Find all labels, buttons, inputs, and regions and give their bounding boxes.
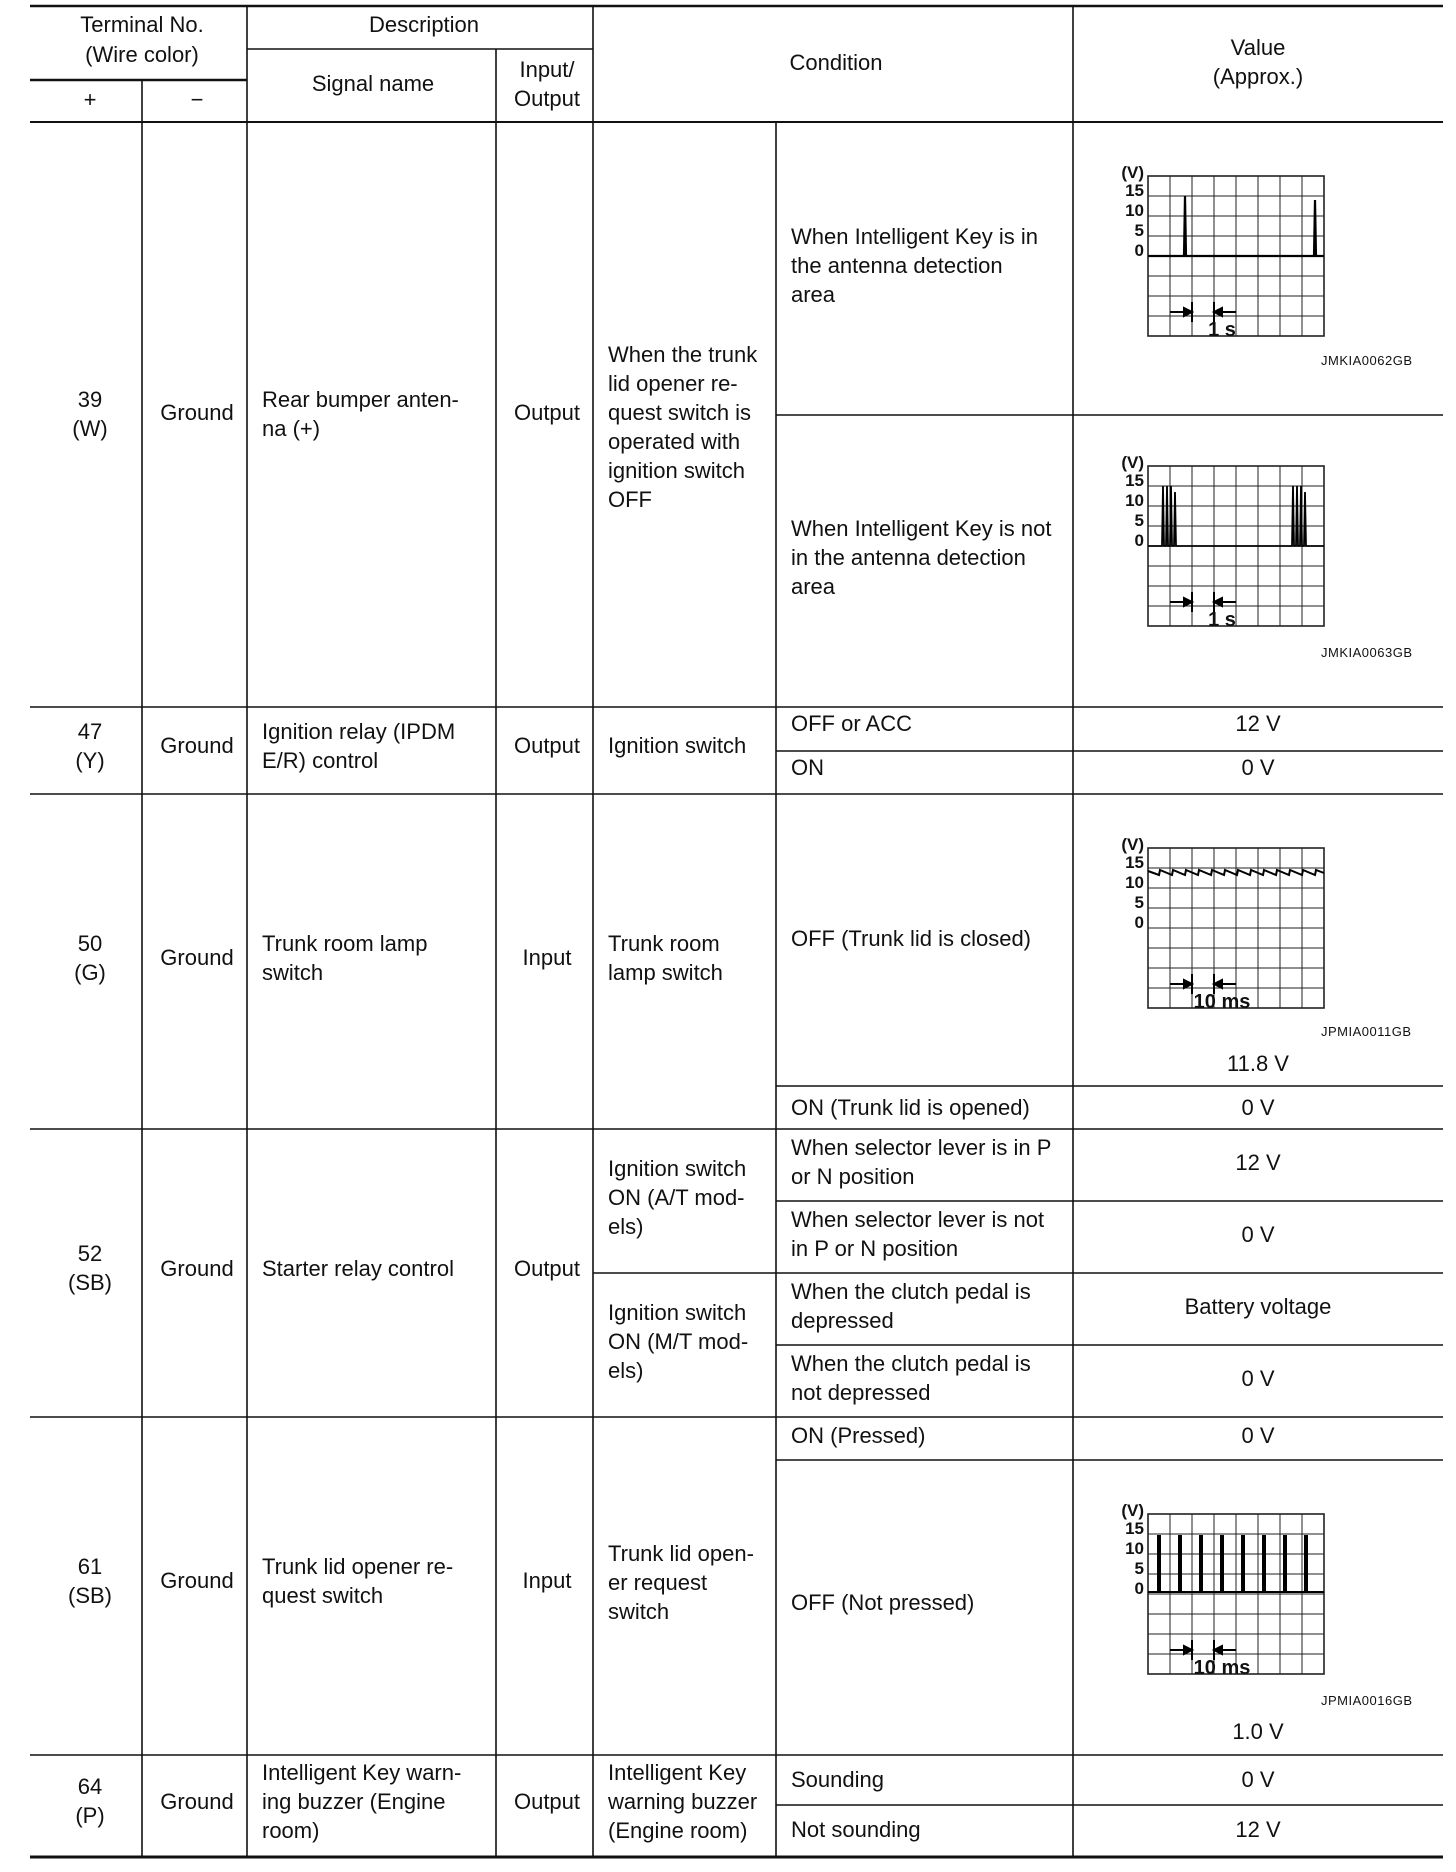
header-output: Output xyxy=(513,86,581,111)
value-text: 0 V xyxy=(1241,1095,1275,1120)
sub-condition-line: ON (Pressed) xyxy=(791,1423,926,1448)
value-text: 0 V xyxy=(1241,1366,1275,1391)
axis-tick-5: 5 xyxy=(1134,1559,1144,1578)
signal-name-line: Starter relay control xyxy=(262,1256,454,1281)
signal-name-line: Trunk lid opener re- xyxy=(262,1554,454,1579)
sub-condition-line: in the antenna detection xyxy=(791,545,1026,570)
value-text: 11.8 V xyxy=(1227,1051,1289,1076)
signal-name-line: na (+) xyxy=(262,416,321,441)
value-text: 0 V xyxy=(1241,1767,1275,1792)
condition-line: (Engine room) xyxy=(608,1818,748,1843)
sub-condition-line: Sounding xyxy=(791,1767,884,1792)
waveform-svg xyxy=(1144,834,1364,1014)
terminal-number: 64 xyxy=(77,1774,103,1799)
condition-line: When the trunk xyxy=(608,342,758,367)
header-condition: Condition xyxy=(789,50,883,75)
io-direction: Input xyxy=(522,1568,572,1593)
value-text: 12 V xyxy=(1235,1817,1281,1842)
sub-condition-line: ON xyxy=(791,755,824,780)
header-approx: (Approx.) xyxy=(1212,64,1304,89)
axis-tick-5: 5 xyxy=(1134,893,1144,912)
wire-color: (SB) xyxy=(68,1270,112,1295)
axis-tick-0: 0 xyxy=(1134,1579,1144,1598)
sub-condition-line: When selector lever is in P xyxy=(791,1135,1052,1160)
sub-condition-line: not depressed xyxy=(791,1380,931,1405)
sub-condition-line: ON (Trunk lid is opened) xyxy=(791,1095,1030,1120)
sub-condition-line: When Intelligent Key is in xyxy=(791,224,1039,249)
axis-tick-0: 0 xyxy=(1134,913,1144,932)
terminal-number: 61 xyxy=(77,1554,103,1579)
period-label: 1 s xyxy=(1208,319,1236,341)
header-input: Input/ xyxy=(519,57,575,82)
axis-tick-15: 15 xyxy=(1125,181,1144,200)
axis-tick-5: 5 xyxy=(1134,221,1144,240)
condition-line: lamp switch xyxy=(608,960,723,985)
condition-line: warning buzzer xyxy=(608,1789,758,1814)
sub-condition-line: Not sounding xyxy=(791,1817,921,1842)
sub-condition-line: area xyxy=(791,282,836,307)
axis-unit: (V) xyxy=(1121,1501,1144,1520)
axis-unit: (V) xyxy=(1121,163,1144,182)
signal-name-line: ing buzzer (Engine xyxy=(262,1789,446,1814)
condition-line: quest switch is xyxy=(608,400,752,425)
axis-tick-10: 10 xyxy=(1125,201,1144,220)
period-label: 1 s xyxy=(1208,609,1236,631)
header-description: Description xyxy=(368,12,480,37)
sub-condition-line: When selector lever is not xyxy=(791,1207,1045,1232)
value-text: 0 V xyxy=(1241,1423,1275,1448)
axis-tick-15: 15 xyxy=(1125,853,1144,872)
waveform-svg xyxy=(1144,162,1364,342)
axis-tick-0: 0 xyxy=(1134,241,1144,260)
axis-tick-15: 15 xyxy=(1125,1519,1144,1538)
header-wire-color: (Wire color) xyxy=(85,42,199,67)
wire-color: (P) xyxy=(75,1803,105,1828)
figure-id: JMKIA0063GB xyxy=(1321,645,1413,660)
io-direction: Input xyxy=(522,945,572,970)
value-text: 12 V xyxy=(1235,711,1281,736)
axis-tick-10: 10 xyxy=(1125,1539,1144,1558)
io-direction: Output xyxy=(513,400,581,425)
condition-line: er request xyxy=(608,1570,708,1595)
condition-line: Ignition switch xyxy=(608,1300,747,1325)
header-plus: + xyxy=(83,87,97,112)
sub-condition-line: the antenna detection xyxy=(791,253,1003,278)
condition-line: Trunk lid open- xyxy=(608,1541,754,1566)
waveform-svg xyxy=(1144,452,1364,632)
minus-terminal: Ground xyxy=(160,1256,234,1281)
sub-condition-line: When Intelligent Key is not xyxy=(791,516,1052,541)
figure-id: JMKIA0062GB xyxy=(1321,353,1413,368)
condition-line: els) xyxy=(608,1358,644,1383)
io-direction: Output xyxy=(513,1256,581,1281)
condition-line: Intelligent Key xyxy=(608,1760,747,1785)
sub-condition-line: OFF or ACC xyxy=(791,711,913,736)
condition-line: Ignition switch xyxy=(608,1156,747,1181)
axis-unit: (V) xyxy=(1121,453,1144,472)
minus-terminal: Ground xyxy=(160,945,234,970)
axis-tick-10: 10 xyxy=(1125,491,1144,510)
period-label: 10 ms xyxy=(1193,1657,1251,1679)
axis-unit: (V) xyxy=(1121,835,1144,854)
condition-line: lid opener re- xyxy=(608,371,738,396)
io-direction: Output xyxy=(513,1789,581,1814)
axis-tick-10: 10 xyxy=(1125,873,1144,892)
signal-name-line: room) xyxy=(262,1818,320,1843)
value-text: 1.0 V xyxy=(1232,1719,1284,1744)
waveform-svg xyxy=(1144,1500,1364,1680)
header-terminal-no: Terminal No. xyxy=(80,12,204,37)
wire-color: (Y) xyxy=(75,748,105,773)
signal-name-line: E/R) control xyxy=(262,748,379,773)
terminal-number: 39 xyxy=(77,387,103,412)
minus-terminal: Ground xyxy=(160,400,234,425)
axis-tick-5: 5 xyxy=(1134,511,1144,530)
period-label: 10 ms xyxy=(1193,991,1251,1013)
condition-line: ON (A/T mod- xyxy=(608,1185,745,1210)
sub-condition-line: or N position xyxy=(791,1164,915,1189)
sub-condition-line: OFF (Trunk lid is closed) xyxy=(791,926,1032,951)
condition-line: OFF xyxy=(608,487,652,512)
terminal-number: 52 xyxy=(77,1241,103,1266)
figure-id: JPMIA0016GB xyxy=(1321,1693,1413,1708)
axis-tick-15: 15 xyxy=(1125,471,1144,490)
sub-condition-line: When the clutch pedal is xyxy=(791,1279,1031,1304)
figure-id: JPMIA0011GB xyxy=(1321,1024,1412,1039)
condition-line: Trunk room xyxy=(608,931,720,956)
signal-name-line: quest switch xyxy=(262,1583,384,1608)
wire-color: (G) xyxy=(74,960,106,985)
condition-line: operated with xyxy=(608,429,741,454)
minus-terminal: Ground xyxy=(160,733,234,758)
sub-condition-line: When the clutch pedal is xyxy=(791,1351,1031,1376)
sub-condition-line: OFF (Not pressed) xyxy=(791,1590,975,1615)
sub-condition-line: area xyxy=(791,574,836,599)
sub-condition-line: depressed xyxy=(791,1308,894,1333)
value-text: 0 V xyxy=(1241,755,1275,780)
axis-tick-0: 0 xyxy=(1134,531,1144,550)
signal-name-line: Intelligent Key warn- xyxy=(262,1760,462,1785)
minus-terminal: Ground xyxy=(160,1789,234,1814)
signal-name-line: Trunk room lamp xyxy=(262,931,428,956)
sub-condition-line: in P or N position xyxy=(791,1236,959,1261)
terminal-number: 47 xyxy=(77,719,103,744)
wire-color: (W) xyxy=(72,416,108,441)
condition-line: els) xyxy=(608,1214,644,1239)
wire-color: (SB) xyxy=(68,1583,112,1608)
value-text: Battery voltage xyxy=(1184,1294,1332,1319)
signal-name-line: Rear bumper anten- xyxy=(262,387,459,412)
signal-name-line: Ignition relay (IPDM xyxy=(262,719,456,744)
value-text: 0 V xyxy=(1241,1222,1275,1247)
condition-line: ON (M/T mod- xyxy=(608,1329,749,1354)
minus-terminal: Ground xyxy=(160,1568,234,1593)
header-signal-name: Signal name xyxy=(311,71,435,96)
signal-name-line: switch xyxy=(262,960,324,985)
terminal-number: 50 xyxy=(77,931,103,956)
condition-line: Ignition switch xyxy=(608,733,747,758)
condition-line: ignition switch xyxy=(608,458,745,483)
header-minus: − xyxy=(190,87,204,112)
condition-line: switch xyxy=(608,1599,670,1624)
value-text: 12 V xyxy=(1235,1150,1281,1175)
header-value: Value xyxy=(1230,35,1286,60)
io-direction: Output xyxy=(513,733,581,758)
